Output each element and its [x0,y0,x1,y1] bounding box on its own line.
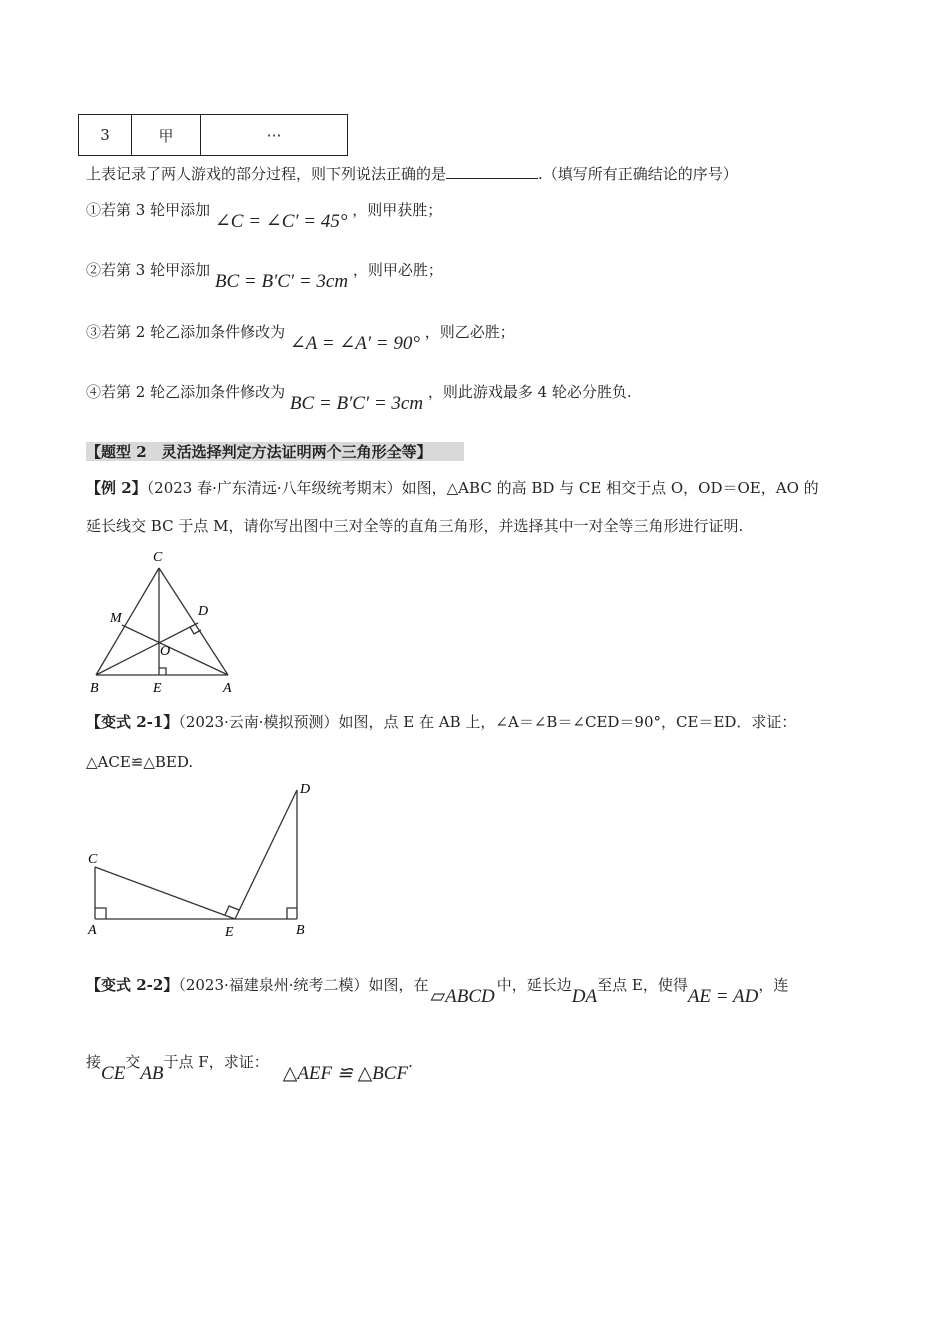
right-angle-a [95,908,106,919]
option-2-prefix: ②若第 3 轮甲添加 [86,261,211,279]
right-angle-b [287,908,297,919]
option-2-math: BC = B′C′ = 3cm [214,271,349,292]
variant-2-1-text-1: （2023·云南·模拟预测）如图，点 E 在 AB 上，∠A＝∠B＝∠CED＝90°，CE＝ED．求证： [178,713,797,731]
label-d: D [198,604,209,619]
option-4 [86,382,632,414]
section-heading: 【题型 2 灵活选择判定方法证明两个三角形全等】 [86,443,432,461]
variant-2-2-text-2b: 交 [125,1053,141,1071]
variant-2-2-text-1d: ，连 [758,976,789,994]
right-angle-figure-2 [80,775,320,945]
label-e2: E [225,925,234,940]
option-4-math: BC = B′C′ = 3cm [289,393,424,414]
content-cell: ⋯ [201,115,348,156]
round-cell: 3 [79,115,132,156]
option-1-suffix: ，则甲获胜； [352,201,443,219]
equation-ae-ad: AE = AD [687,986,759,1007]
option-3-math: ∠A = ∠A′ = 90° [289,333,420,354]
option-1-prefix: ①若第 3 轮甲添加 [86,201,211,219]
variant-2-1-line-1 [86,712,796,732]
label-c2: C [88,852,98,867]
triangle-figure-1 [80,545,260,700]
option-4-suffix: ，则此游戏最多 4 轮必分胜负. [427,383,632,401]
variant-2-2-label: 【变式 2-2】 [86,976,179,994]
variant-2-2-text-1a: （2023·福建泉州·统考二模）如图，在 [178,976,429,994]
variant-2-1-line-2: △ACE≌△BED. [86,753,194,771]
congruence-statement: △AEF ≌ △BCF [282,1063,409,1084]
player-cell: 甲 [132,115,201,156]
example-2-label: 【例 2】 [86,479,147,497]
variant-2-1-label: 【变式 2-1】 [86,713,179,731]
label-e: E [153,681,162,696]
right-angle-d [190,627,201,634]
option-4-prefix: ④若第 2 轮乙添加条件修改为 [86,383,286,401]
segment-ed [235,790,297,919]
answer-blank [446,162,538,179]
variant-2-2-text-2a: 接 [86,1053,102,1071]
intro-text: 上表记录了两人游戏的部分过程，则下列说法正确的是 [86,165,447,183]
variant-2-2-text-1b: 中，延长边 [496,976,572,994]
intro-line [86,162,738,184]
option-1-math: ∠C = ∠C′ = 45° [214,211,348,232]
option-3-suffix: ，则乙必胜； [424,323,515,341]
label-o: O [160,644,171,659]
label-b: B [90,681,99,696]
label-b2: B [296,923,305,938]
table-row [79,115,348,156]
example-2-line-2: 延长线交 BC 于点 M，请你写出图中三对全等的直角三角形，并选择其中一对全等三角形进行证明. [86,517,744,535]
variant-2-2-text-2d: . [408,1053,413,1071]
option-2-suffix: ，则甲必胜； [352,261,443,279]
label-c: C [153,550,163,565]
option-1 [86,200,443,232]
option-2 [86,260,443,292]
segment-ce [95,867,235,919]
label-m: M [110,611,122,626]
variant-2-2-text-2c: 于点 F，求证： [163,1053,269,1071]
option-3 [86,322,515,354]
label-a2: A [88,923,97,938]
segment-ce-ref: CE [101,1063,126,1084]
segment-da: DA [571,986,598,1007]
label-d2: D [300,782,311,797]
variant-2-2-line-1 [86,975,789,1007]
example-2-text-1: （2023 春·广东清远·八年级统考期末）如图，△ABC 的高 BD 与 CE 相交于点 O，OD＝OE，AO 的 [146,479,819,497]
example-2-line-1 [86,478,819,498]
parallelogram-abcd: ▱ABCD [430,986,495,1007]
option-3-prefix: ③若第 2 轮乙添加条件修改为 [86,323,286,341]
variant-2-2-line-2 [86,1052,413,1084]
record-table [78,114,348,156]
right-angle-e [159,668,166,675]
segment-ab-ref: AB [140,1063,164,1084]
label-a: A [223,681,232,696]
variant-2-2-text-1c: 至点 E，使得 [597,976,688,994]
intro-tail: .（填写所有正确结论的序号） [538,165,738,183]
